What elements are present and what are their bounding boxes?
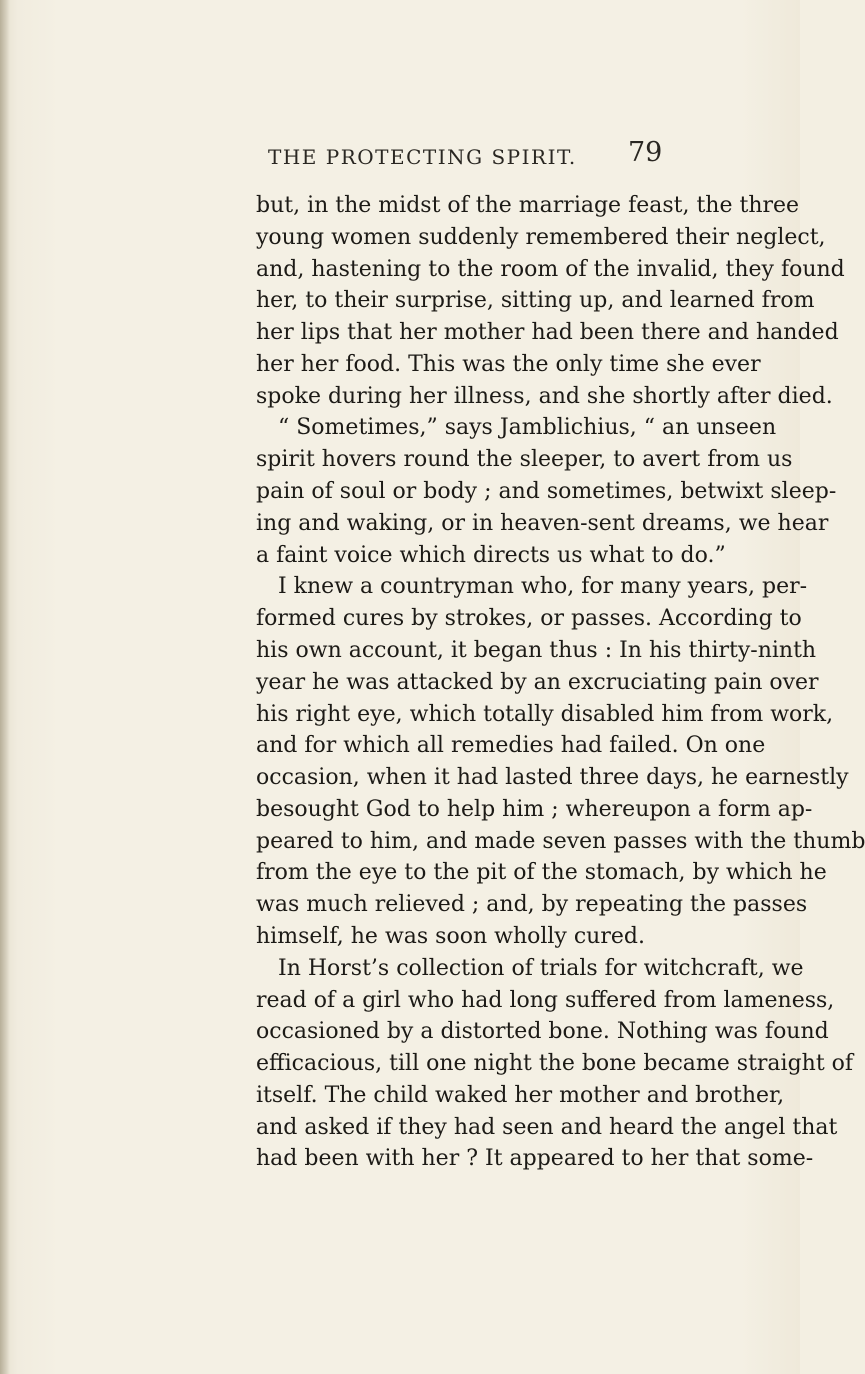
paragraph bbox=[256, 412, 837, 571]
text-line: read of a girl who had long suffered from lameness, bbox=[256, 987, 835, 1013]
text-line: “ Sometimes,” says Jamblichius, “ an unseen bbox=[278, 415, 777, 441]
text-line: spoke during her illness, and she shortly after died. bbox=[256, 383, 833, 409]
running-head: THE PROTECTING SPIRIT. bbox=[268, 145, 577, 169]
text-line: himself, he was soon wholly cured. bbox=[256, 923, 645, 949]
text-line: In Horst’s collection of trials for witchcraft, we bbox=[278, 955, 804, 981]
text-line: ing and waking, or in heaven-sent dreams, we hear bbox=[256, 510, 829, 536]
text-line: his own account, it began thus : In his thirty-ninth bbox=[256, 637, 817, 663]
text-line: occasion, when it had lasted three days, he earnestly bbox=[256, 765, 849, 791]
text-line: but, in the midst of the marriage feast, the three bbox=[256, 193, 800, 218]
paragraph bbox=[256, 571, 865, 952]
page-gutter-shadow bbox=[0, 0, 10, 1374]
text-line: her lips that her mother had been there and handed bbox=[256, 320, 839, 346]
text-line: year he was attacked by an excruciating pain over bbox=[256, 669, 819, 695]
text-line: efficacious, till one night the bone became straight of bbox=[256, 1051, 854, 1077]
text-line: and, hastening to the room of the invalid, they found bbox=[256, 256, 845, 282]
text-line: formed cures by strokes, or passes. According to bbox=[256, 606, 802, 632]
text-line: and asked if they had seen and heard the angel that bbox=[256, 1114, 838, 1140]
text-line: her, to their surprise, sitting up, and learned from bbox=[256, 288, 815, 314]
text-line: had been with her ? It appeared to her that some- bbox=[256, 1146, 814, 1172]
text-line: occasioned by a distorted bone. Nothing was found bbox=[256, 1019, 829, 1045]
text-line: besought God to help him ; whereupon a form ap- bbox=[256, 796, 813, 822]
page-number: 79 bbox=[628, 137, 663, 168]
text-line: itself. The child waked her mother and brother, bbox=[256, 1082, 785, 1108]
text-line: peared to him, and made seven passes with the thumb bbox=[256, 828, 865, 854]
text-line: was much relieved ; and, by repeating the passes bbox=[256, 892, 808, 918]
text-line: his right eye, which totally disabled him from work, bbox=[256, 701, 834, 727]
body-text bbox=[256, 190, 865, 1175]
text-line: and for which all remedies had failed. On one bbox=[256, 733, 766, 759]
text-line: spirit hovers round the sleeper, to avert from us bbox=[256, 447, 793, 473]
text-line: a faint voice which directs us what to do.” bbox=[256, 542, 726, 568]
text-line: I knew a countryman who, for many years, per- bbox=[278, 574, 808, 600]
text-line: young women suddenly remembered their neglect, bbox=[256, 224, 826, 250]
text-line: her her food. This was the only time she ever bbox=[256, 351, 761, 377]
paragraph bbox=[256, 190, 845, 412]
paragraph bbox=[256, 953, 854, 1175]
text-line: from the eye to the pit of the stomach, by which he bbox=[256, 860, 827, 886]
text-line: pain of soul or body ; and sometimes, betwixt sleep- bbox=[256, 479, 837, 505]
